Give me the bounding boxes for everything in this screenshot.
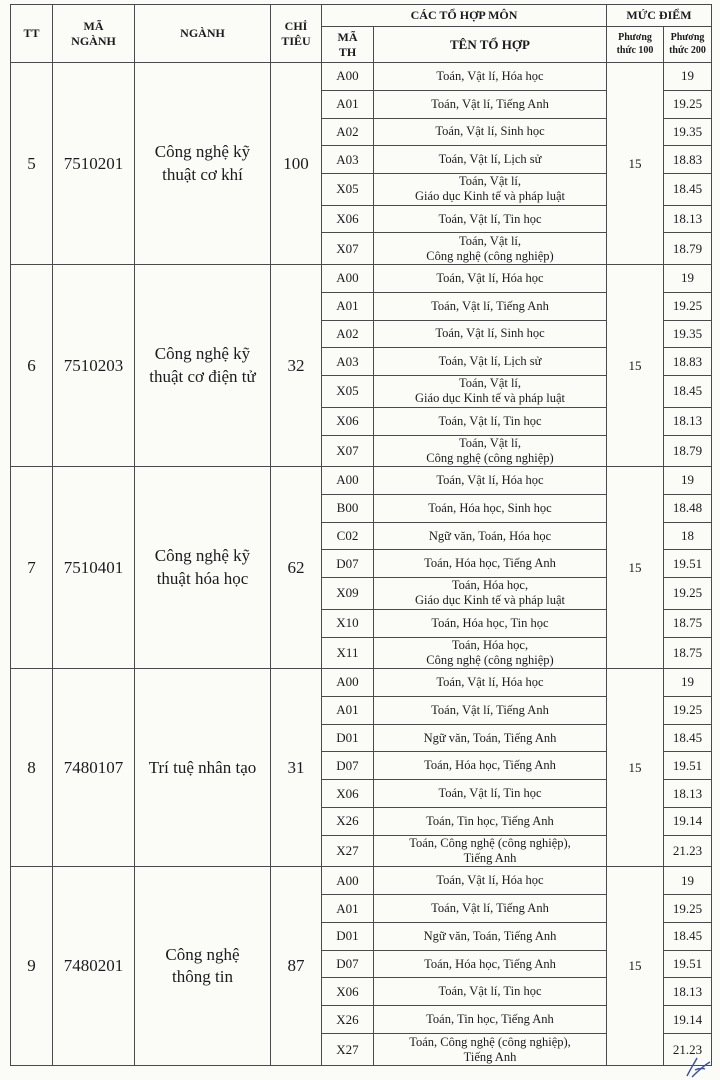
score-method-200: 18 [664, 522, 712, 550]
combo-name-line: Giáo dục Kinh tế và pháp luật [415, 593, 565, 608]
major-name-line: thuật hóa học [156, 568, 249, 588]
major-name [135, 63, 271, 265]
combo-name-line: Công nghệ (công nghiệp) [426, 450, 554, 465]
combo-code: A00 [322, 867, 374, 895]
combo-name [374, 609, 607, 637]
combo-name [374, 320, 607, 348]
combo-name-line: Toán, Hóa học, Sinh học [428, 500, 552, 515]
major-quota: 31 [271, 669, 322, 867]
combo-name [374, 467, 607, 495]
score-method-200: 19.51 [664, 752, 712, 780]
combo-code: D07 [322, 752, 374, 780]
combo-code: X06 [322, 978, 374, 1006]
combo-name-line: Toán, Vật lí, Tin học [438, 984, 542, 999]
score-method-200: 21.23 [664, 835, 712, 867]
major-name-line: thuật cơ điện tử [149, 366, 256, 386]
combo-name [374, 724, 607, 752]
combo-code: A00 [322, 467, 374, 495]
major-name-line: Trí tuệ nhân tạo [148, 757, 257, 777]
score-method-200: 18.75 [664, 637, 712, 669]
combo-name-line: Toán, Hóa học, Tiếng Anh [424, 758, 556, 773]
combo-code: D07 [322, 950, 374, 978]
combo-name-line: Toán, Vật lí, Tiếng Anh [431, 901, 549, 916]
header-muc-diem: MỨC ĐIỂM [607, 5, 712, 27]
major-code: 7480107 [53, 669, 135, 867]
signature-mark [683, 1056, 713, 1078]
score-method-200: 18.13 [664, 407, 712, 435]
combo-name [374, 950, 607, 978]
combo-code: A01 [322, 895, 374, 923]
combo-name [374, 550, 607, 578]
combo-name-line: Tiếng Anh [463, 851, 517, 866]
major-name [135, 867, 271, 1066]
combo-name-line: Toán, Hóa học, Tiếng Anh [424, 956, 556, 971]
major-quota: 32 [271, 265, 322, 467]
table-row [11, 63, 712, 91]
combo-name [374, 637, 607, 669]
combo-name-line: Toán, Vật lí, Tin học [438, 413, 542, 428]
score-method-200: 18.83 [664, 146, 712, 174]
score-method-100: 15 [607, 63, 664, 265]
combo-name-line: Toán, Vật lí, [458, 233, 522, 248]
combo-name [374, 808, 607, 836]
score-method-200: 18.13 [664, 780, 712, 808]
combo-name-line: Toán, Vật lí, Sinh học [435, 326, 545, 341]
combo-name-line: Ngữ văn, Toán, Tiếng Anh [423, 928, 557, 943]
combo-name-line: Toán, Vật lí, Tiếng Anh [431, 96, 549, 111]
table-row [11, 867, 712, 895]
combo-name-line: Toán, Vật lí, Hóa học [436, 68, 544, 83]
score-method-200: 18.79 [664, 233, 712, 265]
score-method-200: 19 [664, 867, 712, 895]
header-phuong-thuc-100: Phương thức 100 [607, 27, 664, 63]
score-method-200: 19.25 [664, 292, 712, 320]
combo-name [374, 494, 607, 522]
header-cac-to-hop-mon: CÁC TỔ HỢP MÔN [322, 5, 607, 27]
major-order-number: 5 [11, 63, 53, 265]
combo-code: A01 [322, 292, 374, 320]
combo-name [374, 292, 607, 320]
score-method-100: 15 [607, 669, 664, 867]
score-method-200: 19 [664, 265, 712, 293]
combo-name-line: Toán, Vật lí, [458, 174, 522, 189]
combo-code: X26 [322, 808, 374, 836]
combo-name-line: Toán, Vật lí, [458, 435, 522, 450]
score-method-200: 18.83 [664, 348, 712, 376]
score-method-200: 18.75 [664, 609, 712, 637]
combo-code: X09 [322, 578, 374, 610]
major-name-line: Công nghệ kỹ [154, 546, 251, 566]
combo-name-line: Toán, Tin học, Tiếng Anh [426, 1012, 554, 1027]
combo-code: X06 [322, 780, 374, 808]
combo-code: C02 [322, 522, 374, 550]
combo-code: X05 [322, 174, 374, 206]
combo-name-line: Toán, Vật lí, [458, 376, 522, 391]
major-quota: 100 [271, 63, 322, 265]
combo-code: X06 [322, 205, 374, 233]
combo-name [374, 1034, 607, 1066]
score-method-200: 19.14 [664, 808, 712, 836]
combo-code: D01 [322, 724, 374, 752]
combo-name [374, 780, 607, 808]
table-row [11, 669, 712, 697]
major-name [135, 669, 271, 867]
major-name [135, 467, 271, 669]
score-method-200: 19.35 [664, 118, 712, 146]
combo-code: A02 [322, 118, 374, 146]
combo-name [374, 752, 607, 780]
header-phuong-thuc-200: Phương thức 200 [664, 27, 712, 63]
combo-code: D01 [322, 922, 374, 950]
combo-code: X10 [322, 609, 374, 637]
combo-name-line: Toán, Công nghệ (công nghiệp), [409, 1034, 571, 1049]
combo-name [374, 978, 607, 1006]
combo-name [374, 895, 607, 923]
major-name-line: thuật cơ khí [162, 164, 243, 184]
combo-name-line: Toán, Vật lí, Tin học [438, 211, 542, 226]
combo-name-line: Công nghệ (công nghiệp) [426, 652, 554, 667]
combo-code: X07 [322, 435, 374, 467]
combo-name [374, 63, 607, 91]
combo-name-line: Toán, Vật lí, Tiếng Anh [431, 702, 549, 717]
combo-name [374, 205, 607, 233]
major-quota: 87 [271, 867, 322, 1066]
combo-name [374, 233, 607, 265]
header-ma-nganh: MÃ NGÀNH [53, 5, 135, 63]
combo-code: A03 [322, 348, 374, 376]
combo-name-line: Toán, Vật lí, Hóa học [436, 472, 544, 487]
combo-name-line: Toán, Vật lí, Hóa học [436, 674, 544, 689]
combo-name [374, 265, 607, 293]
combo-code: A00 [322, 669, 374, 697]
combo-name [374, 867, 607, 895]
combo-name-line: Giáo dục Kinh tế và pháp luật [415, 391, 565, 406]
major-code: 7510401 [53, 467, 135, 669]
combo-name-line: Toán, Vật lí, Hóa học [436, 873, 544, 888]
combo-name-line: Toán, Hóa học, [451, 637, 529, 652]
combo-name-line: Toán, Vật lí, Tin học [438, 786, 542, 801]
score-method-200: 18.13 [664, 978, 712, 1006]
combo-code: A02 [322, 320, 374, 348]
combo-name [374, 435, 607, 467]
major-name-line: Công nghệ kỹ [154, 142, 251, 162]
score-method-100: 15 [607, 467, 664, 669]
table-body [11, 63, 712, 1066]
major-name-line: thông tin [172, 967, 233, 987]
score-method-200: 21.23 [664, 1034, 712, 1066]
combo-name-line: Toán, Công nghệ (công nghiệp), [409, 836, 571, 851]
major-code: 7510203 [53, 265, 135, 467]
combo-name [374, 90, 607, 118]
combo-name [374, 696, 607, 724]
score-method-200: 19.51 [664, 550, 712, 578]
combo-name [374, 407, 607, 435]
combo-name [374, 174, 607, 206]
score-method-200: 18.45 [664, 174, 712, 206]
major-code: 7480201 [53, 867, 135, 1066]
score-method-200: 19.25 [664, 895, 712, 923]
combo-name [374, 835, 607, 867]
major-name-line: Công nghệ kỹ [154, 344, 251, 364]
score-method-200: 18.45 [664, 724, 712, 752]
combo-code: B00 [322, 494, 374, 522]
combo-name [374, 1006, 607, 1034]
combo-code: X27 [322, 1034, 374, 1066]
combo-code: A01 [322, 696, 374, 724]
combo-name-line: Toán, Hóa học, Tiếng Anh [424, 556, 556, 571]
header-tt: TT [11, 5, 53, 63]
combo-name-line: Toán, Vật lí, Hóa học [436, 270, 544, 285]
score-method-200: 18.13 [664, 205, 712, 233]
combo-name [374, 118, 607, 146]
combo-name-line: Ngữ văn, Toán, Hóa học [428, 528, 552, 543]
major-name-line: Công nghệ [165, 945, 240, 965]
major-order-number: 9 [11, 867, 53, 1066]
score-method-200: 18.79 [664, 435, 712, 467]
major-quota: 62 [271, 467, 322, 669]
combo-code: D07 [322, 550, 374, 578]
major-code: 7510201 [53, 63, 135, 265]
combo-name [374, 578, 607, 610]
score-method-200: 19.51 [664, 950, 712, 978]
combo-code: X27 [322, 835, 374, 867]
score-method-200: 18.45 [664, 376, 712, 408]
combo-name-line: Toán, Vật lí, Lịch sử [438, 354, 542, 369]
combo-code: X05 [322, 376, 374, 408]
header-nganh: NGÀNH [135, 5, 271, 63]
combo-name-line: Toán, Vật lí, Tiếng Anh [431, 298, 549, 313]
header-chi-tieu: CHỈ TIÊU [271, 5, 322, 63]
score-method-200: 19.25 [664, 696, 712, 724]
combo-name-line: Toán, Hóa học, [451, 578, 529, 593]
score-method-100: 15 [607, 867, 664, 1066]
major-order-number: 7 [11, 467, 53, 669]
score-method-200: 19.25 [664, 90, 712, 118]
score-method-200: 19.14 [664, 1006, 712, 1034]
table-row [11, 467, 712, 495]
score-method-200: 19 [664, 467, 712, 495]
combo-name-line: Toán, Tin học, Tiếng Anh [426, 813, 554, 828]
score-method-200: 19.35 [664, 320, 712, 348]
combo-code: A00 [322, 63, 374, 91]
score-method-200: 19 [664, 63, 712, 91]
combo-code: A03 [322, 146, 374, 174]
combo-code: A00 [322, 265, 374, 293]
header-ma-th: MÃ TH [322, 27, 374, 63]
combo-name [374, 348, 607, 376]
combo-code: X11 [322, 637, 374, 669]
admission-score-table [10, 4, 712, 1066]
score-method-200: 19.25 [664, 578, 712, 610]
combo-name-line: Toán, Vật lí, Lịch sử [438, 152, 542, 167]
combo-name [374, 669, 607, 697]
score-method-100: 15 [607, 265, 664, 467]
combo-code: A01 [322, 90, 374, 118]
header-ten-to-hop: TÊN TỔ HỢP [374, 27, 607, 63]
score-method-200: 18.45 [664, 922, 712, 950]
combo-code: X07 [322, 233, 374, 265]
table-row [11, 265, 712, 293]
major-order-number: 8 [11, 669, 53, 867]
combo-name-line: Toán, Vật lí, Sinh học [435, 124, 545, 139]
combo-name-line: Toán, Hóa học, Tin học [431, 615, 549, 630]
combo-name-line: Công nghệ (công nghiệp) [426, 248, 554, 263]
combo-name-line: Giáo dục Kinh tế và pháp luật [415, 189, 565, 204]
combo-name [374, 522, 607, 550]
major-name [135, 265, 271, 467]
combo-code: X06 [322, 407, 374, 435]
combo-name [374, 376, 607, 408]
combo-code: X26 [322, 1006, 374, 1034]
combo-name-line: Ngữ văn, Toán, Tiếng Anh [423, 730, 557, 745]
combo-name [374, 922, 607, 950]
combo-name [374, 146, 607, 174]
combo-name-line: Tiếng Anh [463, 1049, 517, 1064]
score-method-200: 18.48 [664, 494, 712, 522]
score-method-200: 19 [664, 669, 712, 697]
major-order-number: 6 [11, 265, 53, 467]
